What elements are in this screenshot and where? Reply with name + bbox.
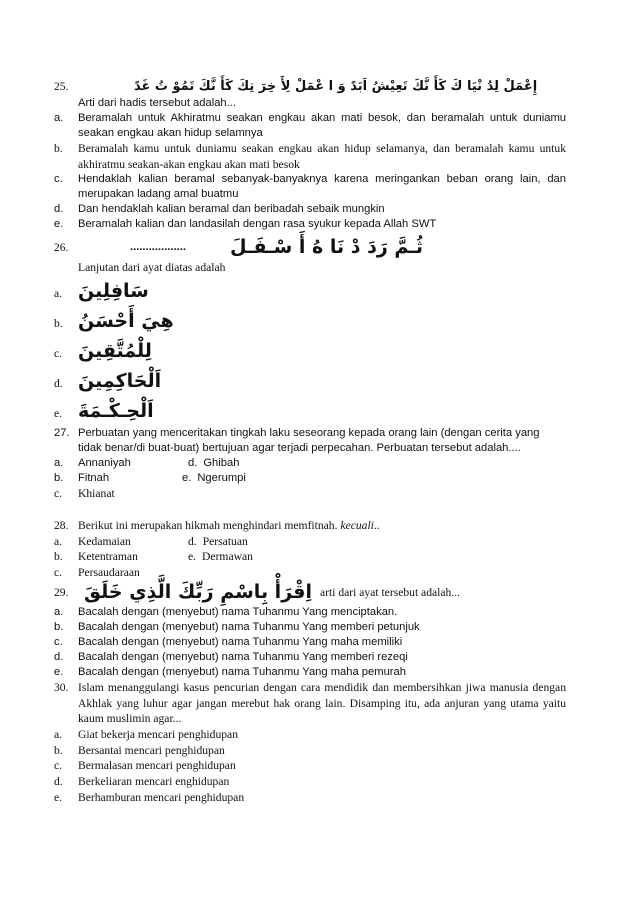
question-30 (54, 680, 566, 805)
question-number: 26. (54, 240, 69, 254)
option-c[interactable] (54, 635, 566, 650)
option-letter: d. (54, 203, 64, 216)
option-row (54, 486, 566, 502)
option-text: Beramalah untuk Akhiratmu seakan engkau akan mati besok, dan beramalah untuk duniamu seakan engkau akan hidup selamnya (78, 111, 566, 139)
option-letter: b. (54, 141, 63, 155)
option-letter: c. (54, 759, 63, 773)
option-letter: a. (54, 534, 63, 548)
option-a[interactable] (54, 111, 566, 141)
option-text: Bacalah dengan (menyebut) nama Tuhanmu Yang memberi rezeqi (78, 650, 408, 663)
option-letter: d. (188, 534, 197, 548)
option-letter: a. (54, 727, 63, 741)
option-row (54, 456, 566, 471)
option-row (54, 549, 566, 565)
option-e[interactable] (54, 217, 566, 232)
question-text: Perbuatan yang menceritakan tingkah laku seseorang kepada orang lain (dengan cerita yang tidak benar/di buat-buat) bertujuan agar terjadi perpecahan. Perbuatan tersebut adalah.... (78, 426, 540, 454)
option-c[interactable] (54, 758, 566, 774)
option-text: Bacalah dengan (menyebut) nama Tuhanmu Yang maha pemurah (78, 665, 406, 678)
option-e[interactable]: Ngerumpi (197, 472, 246, 485)
question-number: 27. (54, 426, 70, 439)
option-e[interactable] (54, 396, 566, 426)
option-a[interactable]: Annaniyah (78, 457, 131, 470)
blank-dots: .................. (130, 240, 186, 253)
option-letter: c. (54, 173, 63, 186)
option-letter: a. (54, 286, 63, 300)
option-letter: b. (54, 743, 63, 757)
option-letter: a. (54, 605, 64, 618)
option-e[interactable]: Dermawan (202, 550, 253, 564)
option-text: Bacalah dengan (menyebut) nama Tuhanmu Yang menciptakan. (78, 605, 398, 618)
option-d[interactable] (54, 366, 566, 396)
hadith-arabic-text: إِعْمَلْ لِدُ نْيَا كَ كَأَ نَّكَ تَعِيْشُ اَبَدً وَ ا عْمَلْ لِأَ خِرَ تِكَ كَأَ نَّكَ تَمُوْ تُ غَدً (134, 79, 538, 94)
question-text: Lanjutan dari ayat diatas adalah (78, 261, 226, 275)
question-text: Islam menanggulangi kasus pencurian dengan cara mendidik dan membersihkan jiwa manusia dengan Akhlak yang luhur agar jangan merebut hak orang lain. Disamping itu, ada anjuran yang utama yaitu kaum muslimin agar... (78, 681, 566, 726)
option-letter: d. (188, 457, 198, 470)
option-c[interactable]: Khianat (78, 487, 115, 501)
option-b[interactable]: Fitnah (78, 472, 110, 485)
option-letter: a. (54, 111, 64, 124)
option-d[interactable]: Ghibah (203, 457, 240, 470)
option-d[interactable] (54, 202, 566, 217)
option-letter: e. (54, 665, 64, 678)
option-letter: c. (54, 487, 63, 501)
option-a[interactable] (54, 605, 566, 620)
option-d[interactable] (54, 774, 566, 790)
option-letter: c. (54, 635, 63, 648)
option-text: Dan hendaklah kalian beramal dan beribadah sebaik mungkin (78, 203, 385, 216)
option-letter: e. (182, 472, 192, 485)
option-text: Beramalah kamu untuk duniamu seakan engkau akan hidup selamanya, dan beramalah kamu untuk akhiratmu seakan-akan engkau akan mati besok (78, 141, 566, 171)
question-text: arti dari ayat tersebut adalah... (319, 585, 461, 599)
option-letter: b. (54, 620, 64, 633)
option-d[interactable] (54, 650, 566, 665)
option-text: Giat bekerja mencari penghidupan (78, 727, 238, 741)
option-letter: a. (54, 457, 64, 470)
option-row (54, 565, 566, 581)
question-text-wrap (78, 518, 566, 534)
option-a[interactable] (54, 727, 566, 743)
option-b[interactable] (54, 620, 566, 635)
option-text: Berkeliaran mencari enghidupan (78, 774, 230, 788)
option-letter: e. (54, 218, 64, 231)
option-b[interactable]: Ketentraman (78, 550, 138, 564)
option-letter: c. (54, 565, 63, 579)
option-letter: b. (54, 472, 64, 485)
option-text: Bacalah dengan (menyebut) nama Tuhanmu Yang memberi petunjuk (78, 620, 420, 633)
option-a[interactable]: Kedamaian (78, 534, 131, 548)
question-25 (54, 78, 566, 233)
question-number: 29. (54, 585, 69, 599)
option-d[interactable]: Persatuan (202, 534, 248, 548)
option-e[interactable] (54, 790, 566, 806)
option-text: لِلْمُتَّقِينَ (78, 339, 152, 362)
option-letter: b. (54, 550, 63, 564)
option-b[interactable] (54, 141, 566, 172)
option-b[interactable] (54, 306, 566, 336)
option-letter: b. (54, 316, 63, 330)
option-letter: e. (54, 790, 63, 804)
option-letter: c. (54, 346, 63, 360)
option-text: اَلْحِـكْـمَةَ (78, 399, 154, 422)
option-c[interactable] (54, 172, 566, 202)
option-a[interactable] (54, 276, 566, 306)
question-28 (54, 518, 566, 581)
option-letter: d. (54, 650, 64, 663)
question-text: Arti dari hadis tersebut adalah... (78, 96, 236, 109)
option-letter: e. (188, 550, 197, 564)
option-c[interactable]: Persaudaraan (78, 565, 140, 579)
option-b[interactable] (54, 743, 566, 759)
question-26 (54, 235, 566, 426)
option-row (54, 471, 566, 486)
option-text: Bacalah dengan (menyebut) nama Tuhanmu Yang maha memiliki (78, 635, 403, 648)
verse-arabic-text: ثُـمَّ رَدَ دْ نَا هُ أَ سْـفَـلَ (230, 235, 423, 258)
option-text: Hendaklah kalian beramal sebanyak-banyaknya karena meringankan beban orang lain, dan merupakan ladang amal buatmu (78, 173, 566, 201)
question-tail: .. (373, 518, 380, 532)
option-text: Bersantai mencari penghidupan (78, 743, 225, 757)
question-number: 28. (54, 518, 69, 532)
option-text: سَافِلِينَ (78, 279, 149, 302)
option-text: Berhamburan mencari penghidupan (78, 790, 245, 804)
option-letter: e. (54, 406, 63, 420)
question-27 (54, 426, 566, 502)
option-text: Beramalah kalian dan landasilah dengan rasa syukur kepada Allah SWT (78, 218, 437, 231)
kecuali-emphasis: kecuali (340, 518, 374, 532)
option-letter: d. (54, 376, 63, 390)
question-29 (54, 581, 566, 681)
question-number: 25. (54, 79, 69, 93)
option-text: Bermalasan mencari penghidupan (78, 759, 236, 773)
option-text: اَلْحَاكِمِينَ (78, 369, 162, 392)
option-e[interactable] (54, 665, 566, 680)
option-row (54, 534, 566, 550)
verse-arabic-text: اِقْرَأْ بِاسْمِ رَبِّكَ الَّذِي خَلَقَ (84, 580, 312, 603)
question-number: 30. (54, 681, 69, 695)
option-letter: d. (54, 774, 63, 788)
option-text: هِيَ أَحْسَنُ (78, 309, 174, 332)
question-text: Berikut ini merupakan hikmah menghindari memfitnah. (78, 518, 338, 532)
option-c[interactable] (54, 336, 566, 366)
exam-page (54, 78, 566, 805)
